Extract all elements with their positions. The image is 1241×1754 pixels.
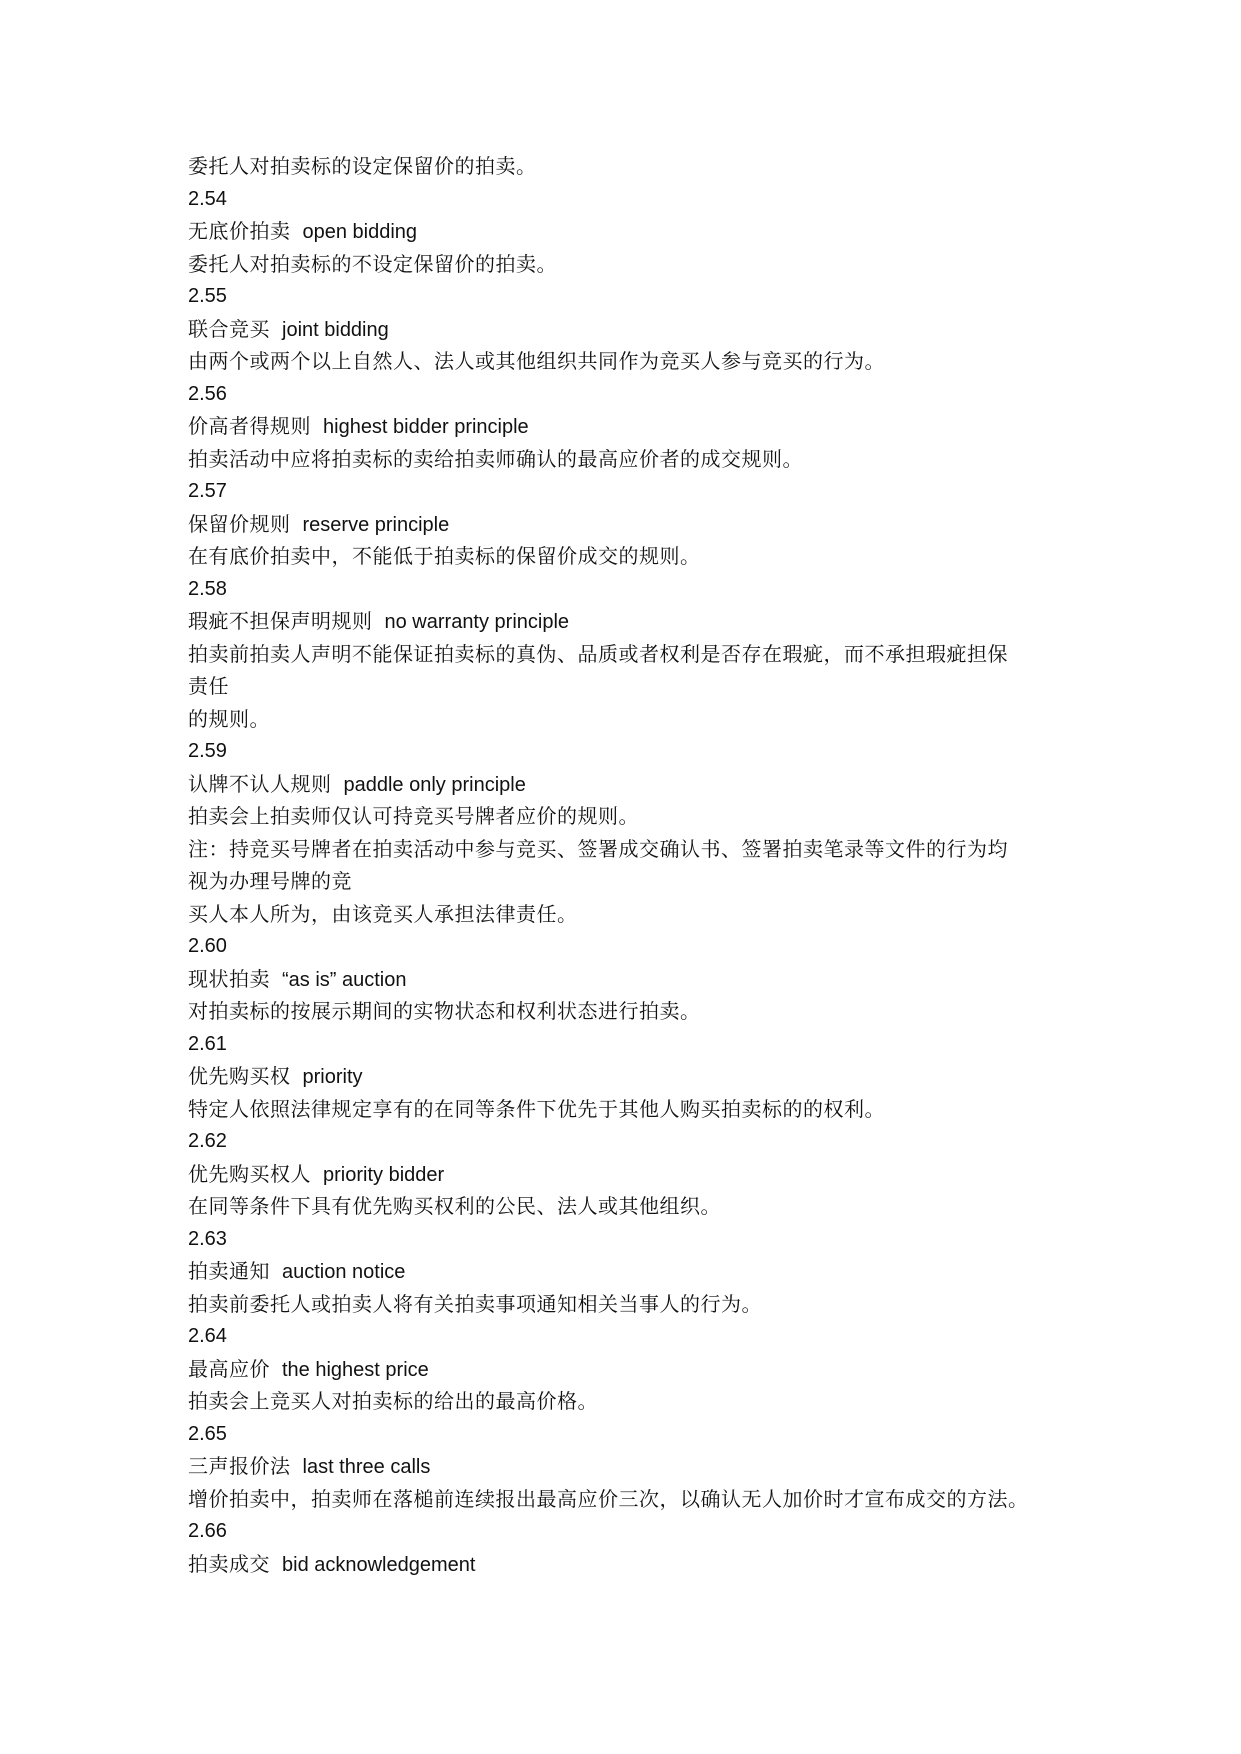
section-number: 2.62 [188,1130,227,1152]
section-number: 2.63 [188,1227,227,1250]
document-page [188,150,1068,1580]
term-english: the highest price [282,1358,429,1381]
section-number: 2.55 [188,285,227,307]
term-chinese: 三声报价法 [188,1454,291,1478]
definition-text: 注：持竞买号牌者在拍卖活动中参与竞买、签署成交确认书、签署拍卖笔录等文件的行为均 [188,836,1008,861]
section-number: 2.66 [188,1520,227,1542]
term-heading [188,768,1068,801]
term-english: auction notice [282,1261,406,1283]
term-english: priority [302,1066,363,1088]
term-heading [188,313,1068,346]
term-chinese: 最高应价 [188,1356,270,1381]
definition-text: 拍卖前委托人或拍卖人将有关拍卖事项通知相关当事人的行为。 [188,1291,762,1316]
definition-text: 对拍卖标的按展示期间的实物状态和权利状态进行拍卖。 [188,999,701,1023]
definition-text: 拍卖会上竞买人对拍卖标的给出的最高价格。 [188,1389,598,1413]
section-number: 2.56 [188,382,227,405]
term-english: “as is” auction [282,968,407,991]
term-chinese: 认牌不认人规则 [188,771,332,796]
term-english: reserve principle [302,513,450,536]
section-number: 2.58 [188,577,227,600]
definition-text: 买人本人所为，由该竞买人承担法律责任。 [188,901,578,926]
term-chinese: 无底价拍卖 [188,219,291,243]
definition-text: 由两个或两个以上自然人、法人或其他组织共同作为竞买人参与竞买的行为。 [188,349,885,373]
term-heading [188,410,1068,443]
term-heading [188,1255,1068,1288]
term-heading [188,1450,1068,1483]
term-english: joint bidding [282,318,389,341]
definition-text: 增价拍卖中，拍卖师在落槌前连续报出最高应价三次，以确认无人加价时才宣布成交的方法。 [188,1486,1029,1511]
term-chinese: 现状拍卖 [188,966,270,991]
term-chinese: 优先购买权 [188,1064,291,1088]
term-english: paddle only principle [343,773,526,796]
definition-text: 委托人对拍卖标的不设定保留价的拍卖。 [188,251,557,276]
definition-text: 在有底价拍卖中，不能低于拍卖标的保留价成交的规则。 [188,544,701,568]
definition-text: 在同等条件下具有优先购买权利的公民、法人或其他组织。 [188,1194,721,1218]
term-english: highest bidder principle [323,416,529,438]
term-heading [188,1353,1068,1386]
term-english: open bidding [302,221,418,243]
term-english: bid acknowledgement [282,1553,476,1576]
section-number: 2.65 [188,1422,227,1445]
section-number: 2.60 [188,935,227,957]
section-number: 2.57 [188,480,227,502]
term-heading [188,1060,1068,1093]
term-heading [188,963,1068,996]
definition-text: 特定人依照法律规定享有的在同等条件下优先于其他人购买拍卖标的的权利。 [188,1096,885,1121]
section-number: 2.61 [188,1032,227,1055]
section-number: 2.64 [188,1325,227,1347]
term-english: priority bidder [323,1163,445,1186]
definition-text: 委托人对拍卖标的设定保留价的拍卖。 [188,154,537,178]
definition-text: 拍卖会上拍卖师仅认可持竞买号牌者应价的规则。 [188,804,639,828]
term-chinese: 价高者得规则 [188,414,311,438]
definition-text: 拍卖前拍卖人声明不能保证拍卖标的真伪、品质或者权利是否存在瑕疵，而不承担瑕疵担保 [188,641,1008,666]
term-english: no warranty principle [384,611,570,633]
term-english: last three calls [302,1456,431,1478]
definition-text: 责任 [188,674,229,698]
term-chinese: 联合竞买 [188,316,270,341]
term-heading [188,508,1068,541]
term-heading [188,215,1068,248]
term-chinese: 拍卖通知 [188,1259,270,1283]
term-chinese: 保留价规则 [188,511,291,536]
term-chinese: 瑕疵不担保声明规则 [188,609,373,633]
section-number: 2.59 [188,740,227,762]
term-heading [188,1548,1068,1581]
term-chinese: 优先购买权人 [188,1161,311,1186]
term-heading [188,605,1068,638]
definition-text: 视为办理号牌的竞 [188,869,352,893]
section-number: 2.54 [188,187,227,210]
term-heading [188,1158,1068,1191]
term-chinese: 拍卖成交 [188,1551,270,1576]
definition-text: 的规则。 [188,706,270,731]
definition-text: 拍卖活动中应将拍卖标的卖给拍卖师确认的最高应价者的成交规则。 [188,446,803,471]
